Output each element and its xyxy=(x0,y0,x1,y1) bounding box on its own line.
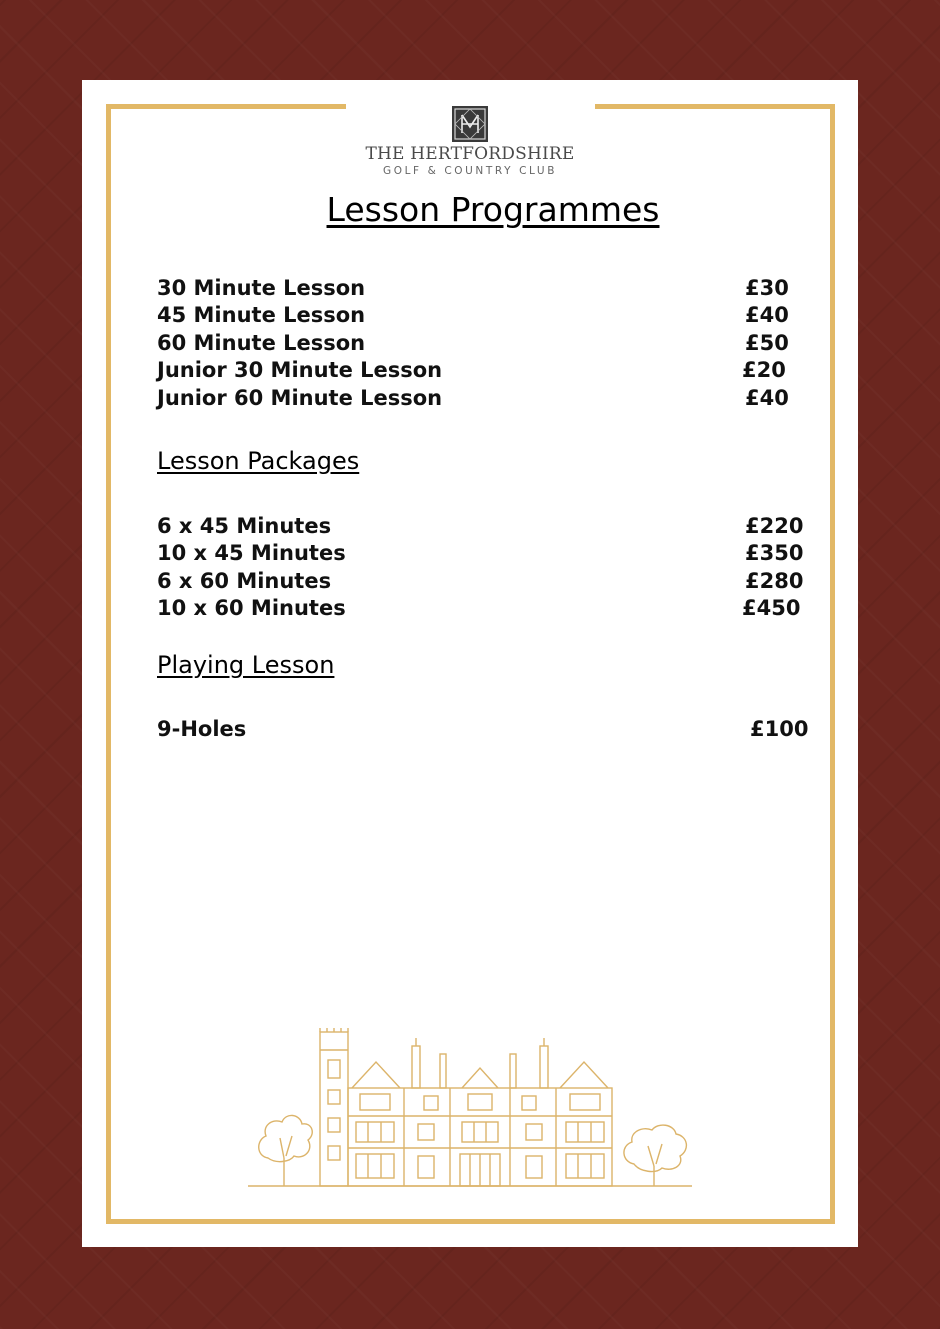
package-label: 10 x 45 Minutes xyxy=(157,541,346,565)
tree-left-icon xyxy=(259,1115,313,1186)
section-heading-packages: Lesson Packages xyxy=(157,447,360,475)
playing-lesson-price: £100 xyxy=(750,717,809,741)
lesson-label: Junior 30 Minute Lesson xyxy=(157,358,443,382)
club-monogram-icon xyxy=(452,106,488,142)
lesson-price: £40 xyxy=(745,386,789,410)
package-price: £280 xyxy=(745,569,804,593)
section-heading-playing-lesson: Playing Lesson xyxy=(157,651,335,679)
package-label: 10 x 60 Minutes xyxy=(157,596,346,620)
clubhouse-illustration xyxy=(248,1028,692,1192)
frame-border-right xyxy=(830,104,835,1224)
frame-border-bottom xyxy=(106,1219,835,1224)
lesson-price: £50 xyxy=(745,331,789,355)
package-label: 6 x 60 Minutes xyxy=(157,569,332,593)
lesson-label: 30 Minute Lesson xyxy=(157,276,366,300)
frame-border-top-right xyxy=(595,104,835,109)
page-title: Lesson Programmes xyxy=(326,190,660,229)
lesson-label: Junior 60 Minute Lesson xyxy=(157,386,443,410)
tree-right-icon xyxy=(624,1125,686,1186)
club-name: THE HERTFORDSHIRE xyxy=(365,144,575,164)
lesson-label: 45 Minute Lesson xyxy=(157,303,366,327)
package-price: £220 xyxy=(745,514,804,538)
playing-lesson-label: 9-Holes xyxy=(157,717,247,741)
package-price: £450 xyxy=(742,596,801,620)
club-logo xyxy=(340,106,600,186)
lesson-price: £20 xyxy=(742,358,786,382)
lesson-label: 60 Minute Lesson xyxy=(157,331,366,355)
club-subtitle: GOLF & COUNTRY CLUB xyxy=(382,165,558,177)
lesson-price: £40 xyxy=(745,303,789,327)
package-label: 6 x 45 Minutes xyxy=(157,514,332,538)
package-price: £350 xyxy=(745,541,804,565)
frame-border-top-left xyxy=(106,104,346,109)
lesson-price: £30 xyxy=(745,276,789,300)
frame-border-left xyxy=(106,104,111,1224)
